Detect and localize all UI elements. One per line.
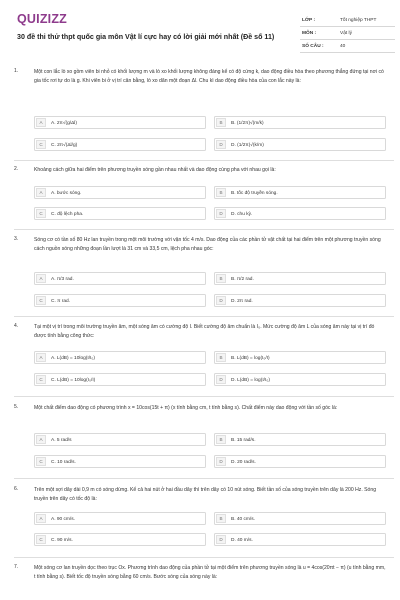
option-text: C. độ lệch pha. bbox=[51, 211, 84, 217]
option-letter: D bbox=[216, 457, 226, 466]
option-text: D. chu kỳ. bbox=[231, 211, 253, 217]
meta-key: MÔN : bbox=[302, 31, 317, 36]
option-letter: A bbox=[36, 188, 46, 197]
option-letter: D bbox=[216, 375, 226, 384]
option-text: B. tốc độ truyền sóng. bbox=[231, 190, 278, 196]
question-divider bbox=[14, 396, 394, 397]
option-letter: C bbox=[36, 140, 46, 149]
meta-key: SỐ CÂU : bbox=[302, 44, 324, 49]
question-number: 6. bbox=[14, 486, 19, 492]
question-divider bbox=[14, 316, 394, 317]
meta-row-count bbox=[300, 40, 395, 53]
option-b[interactable] bbox=[214, 116, 386, 129]
page-header bbox=[0, 0, 400, 60]
option-b[interactable] bbox=[214, 512, 386, 525]
option-d[interactable] bbox=[214, 294, 386, 307]
option-letter: C bbox=[36, 457, 46, 466]
meta-value: Vật lý bbox=[340, 31, 352, 36]
option-letter: D bbox=[216, 140, 226, 149]
question-divider bbox=[14, 557, 394, 558]
option-text: D. 2π rad. bbox=[231, 298, 253, 304]
question-text: Một sóng cơ lan truyền dọc theo trục Ox. Phương trình dao động của phần tử tại một điểm trên phương truyền sóng là u = 4cos(20πt − π) (u tính bằng mm, t tính bằng s). Biết tốc độ truyền sóng bằng 60 cm/s. Bước sóng của sóng này là: bbox=[34, 565, 386, 580]
option-c[interactable] bbox=[34, 138, 206, 151]
option-letter: B bbox=[216, 514, 226, 523]
option-text: D. 40 m/s. bbox=[231, 537, 253, 543]
meta-table bbox=[300, 14, 395, 53]
option-text: D. L(dB) = log(I/I₀) bbox=[231, 377, 270, 383]
question-divider bbox=[14, 229, 394, 230]
question-number: 7. bbox=[14, 564, 19, 570]
option-letter: C bbox=[36, 296, 46, 305]
option-d[interactable] bbox=[214, 455, 386, 468]
meta-value: Tốt nghiệp THPT bbox=[340, 18, 377, 23]
meta-key: LỚP : bbox=[302, 18, 316, 23]
option-text: D. (1/2π)√(k/m) bbox=[231, 142, 264, 148]
option-text: A. π/3 rad. bbox=[51, 276, 74, 282]
option-d[interactable] bbox=[214, 533, 386, 546]
option-text: C. π rad. bbox=[51, 298, 71, 304]
question-number: 2. bbox=[14, 166, 19, 172]
option-letter: B bbox=[216, 435, 226, 444]
question-number: 4. bbox=[14, 323, 19, 329]
option-a[interactable] bbox=[34, 433, 206, 446]
option-text: B. π/2 rad. bbox=[231, 276, 254, 282]
question-number: 3. bbox=[14, 236, 19, 242]
option-letter: D bbox=[216, 535, 226, 544]
option-text: C. L(dB) = 10log(I₀/I) bbox=[51, 377, 96, 383]
question-text: Một chất điểm dao động có phương trình x = 10cos(15t + π) (x tính bằng cm, t tính bằng s). Chất điểm này dao động với tần số góc là: bbox=[34, 405, 338, 411]
option-text: B. 15 rad/s. bbox=[231, 437, 256, 443]
option-text: C. 10 rad/s. bbox=[51, 459, 76, 465]
option-b[interactable] bbox=[214, 186, 386, 199]
option-letter: B bbox=[216, 188, 226, 197]
option-letter: A bbox=[36, 514, 46, 523]
option-a[interactable] bbox=[34, 351, 206, 364]
option-letter: B bbox=[216, 274, 226, 283]
question-number: 1. bbox=[14, 68, 19, 74]
option-d[interactable] bbox=[214, 138, 386, 151]
question-divider bbox=[14, 160, 394, 161]
option-b[interactable] bbox=[214, 351, 386, 364]
option-c[interactable] bbox=[34, 294, 206, 307]
option-letter: D bbox=[216, 296, 226, 305]
option-c[interactable] bbox=[34, 373, 206, 386]
question-text: Một con lắc lò xo gồm viên bi nhỏ có khối lượng m và lò xo khối lượng không đáng kể có độ cứng k, dao động điều hòa theo phương thẳng đứng tại nơi có gia tốc rơi tự do là g. Khi viên bi ở vị trí cân bằng, lò xo dãn một đoạn Δl. Chu kì dao động điều hòa của con lắc này là: bbox=[34, 69, 384, 84]
option-text: D. 20 rad/s. bbox=[231, 459, 256, 465]
option-letter: C bbox=[36, 535, 46, 544]
option-letter: D bbox=[216, 209, 226, 218]
meta-row-class bbox=[300, 14, 395, 27]
option-text: C. 2π√(Δl/g) bbox=[51, 142, 78, 148]
question-text: Tại một vị trí trong môi trường truyền âm, một sóng âm có cường độ I. Biết cường độ âm chuẩn là I₀. Mức cường độ âm L của sóng âm này tại vị trí đó được tính bằng công thức: bbox=[34, 324, 375, 339]
question-number: 5. bbox=[14, 404, 19, 410]
option-c[interactable] bbox=[34, 455, 206, 468]
question-text: Khoảng cách giữa hai điểm trên phương truyền sóng gần nhau nhất và dao động cùng pha với nhau gọi là: bbox=[34, 167, 276, 173]
meta-value: 40 bbox=[340, 44, 346, 49]
option-text: B. 40 cm/s. bbox=[231, 516, 255, 522]
option-letter: B bbox=[216, 118, 226, 127]
option-a[interactable] bbox=[34, 512, 206, 525]
document-title: 30 đề thi thử thpt quốc gia môn Vật lí cực hay có lời giải mới nhất (Đề số 11) bbox=[17, 33, 275, 41]
option-letter: A bbox=[36, 353, 46, 362]
question-text: Trên một sợi dây dài 0,9 m có sóng dừng. Kể cả hai nút ở hai đầu dây thì trên dây có 10 nút sóng. Biết tần số của sóng truyền trên dây là 200 Hz. Sóng truyền trên dây có tốc độ là: bbox=[34, 487, 377, 502]
option-text: A. L(dB) = 10log(I/I₀) bbox=[51, 355, 95, 361]
option-text: A. 90 cm/s. bbox=[51, 516, 75, 522]
option-a[interactable] bbox=[34, 186, 206, 199]
option-d[interactable] bbox=[214, 207, 386, 220]
option-a[interactable] bbox=[34, 272, 206, 285]
question-text: Sóng cơ có tần số 80 Hz lan truyền trong một môi trường với vận tốc 4 m/s. Dao động của các phần tử vật chất tại hai điểm trên một phương truyền sóng cách nguồn sóng những đoạn lần lượt là 31 cm và 33,5 cm, lệch pha nhau góc: bbox=[34, 237, 381, 252]
option-letter: A bbox=[36, 274, 46, 283]
option-c[interactable] bbox=[34, 533, 206, 546]
option-letter: A bbox=[36, 118, 46, 127]
option-c[interactable] bbox=[34, 207, 206, 220]
option-text: B. L(dB) = log(I₀/I) bbox=[231, 355, 270, 361]
option-letter: A bbox=[36, 435, 46, 444]
question-divider bbox=[14, 478, 394, 479]
option-text: A. 5 rad/s bbox=[51, 437, 72, 443]
option-d[interactable] bbox=[214, 373, 386, 386]
option-b[interactable] bbox=[214, 433, 386, 446]
meta-row-subject bbox=[300, 27, 395, 40]
option-text: C. 90 m/s. bbox=[51, 537, 73, 543]
option-b[interactable] bbox=[214, 272, 386, 285]
option-text: B. (1/2π)√(m/k) bbox=[231, 120, 264, 126]
option-a[interactable] bbox=[34, 116, 206, 129]
option-text: A. 2π√(g/Δl) bbox=[51, 120, 77, 126]
option-letter: C bbox=[36, 209, 46, 218]
option-letter: C bbox=[36, 375, 46, 384]
option-text: A. bước sóng. bbox=[51, 190, 82, 196]
option-letter: B bbox=[216, 353, 226, 362]
quizizz-logo: QUIZIZZ bbox=[17, 12, 68, 26]
